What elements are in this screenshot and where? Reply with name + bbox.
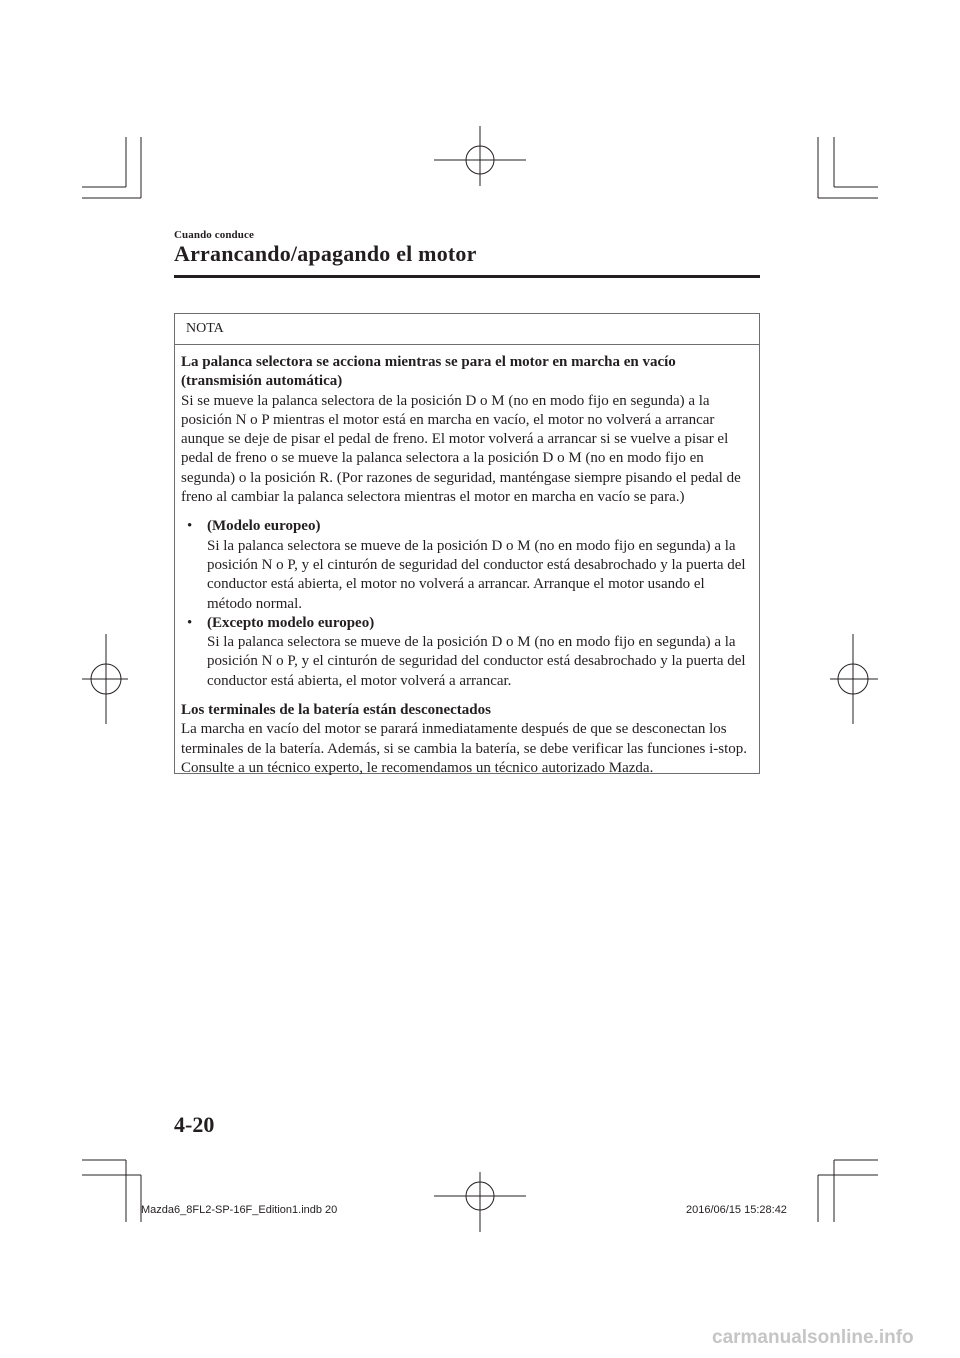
title-underline bbox=[174, 275, 760, 278]
print-file-info: Mazda6_8FL2-SP-16F_Edition1.indb 20 bbox=[141, 1204, 338, 1216]
note-heading-battery: Los terminales de la batería están desconectados bbox=[181, 702, 491, 719]
note-paragraph-idle-shift: Si se mueve la palanca selectora de la posición D o M (no en modo fijo en segunda) a la posición N o P mientras el motor está en marcha en vacío, el motor no volverá a arrancar aunque se deje de pisar el pedal de freno. El motor volverá a arrancar si se vuelve a pisar el pedal de freno o se mueve la palanca selectora a la posición D o M (no en modo fijo en segunda) o la posición R. (Por razones de seguridad, manténgase siempre pisando el pedal de freno al cambiar la palanca selectora mientras el motor en marcha en vacío se para.) bbox=[181, 392, 741, 506]
bullet-marker: • bbox=[187, 518, 193, 535]
note-box bbox=[174, 313, 760, 774]
watermark: carmanualsonline.info bbox=[712, 1327, 914, 1348]
bullet-text: Si la palanca selectora se mueve de la posición D o M (no en modo fijo en segunda) a la posición N o P, y el cinturón de seguridad del conductor está desabrochado y la puerta del conductor está abierta, el motor volverá a arrancar. bbox=[207, 634, 746, 689]
note-paragraph-battery: La marcha en vacío del motor se parará inmediatamente después de que se desconectan los terminales de la batería. Además, si se cambia la batería, se debe verificar las funciones i-stop. Consulte a un técnico experto, le recomendamos un técnico autorizado Mazda. bbox=[181, 721, 748, 776]
note-body bbox=[175, 345, 759, 778]
bullet-heading: (Modelo europeo) bbox=[207, 518, 321, 535]
bullet-marker: • bbox=[187, 614, 193, 631]
print-timestamp: 2016/06/15 15:28:42 bbox=[686, 1204, 787, 1216]
note-heading-idle-shift: La palanca selectora se acciona mientras se para el motor en marcha en vacío (transmisión automática) bbox=[181, 354, 676, 390]
bullet-european-model bbox=[181, 517, 753, 613]
page-number: 4-20 bbox=[174, 1112, 215, 1137]
bullet-text: Si la palanca selectora se mueve de la posición D o M (no en modo fijo en segunda) a la posición N o P, y el cinturón de seguridad del conductor está desabrochado y la puerta del conductor está abierta, el motor no volverá a arrancar. Arranque el motor usando el método normal. bbox=[207, 537, 746, 612]
bullet-non-european-model bbox=[181, 614, 753, 691]
note-label: NOTA bbox=[175, 314, 759, 345]
page-title: Arrancando/apagando el motor bbox=[174, 241, 477, 266]
section-label: Cuando conduce bbox=[174, 229, 254, 241]
bullet-heading: (Excepto modelo europeo) bbox=[207, 614, 375, 631]
